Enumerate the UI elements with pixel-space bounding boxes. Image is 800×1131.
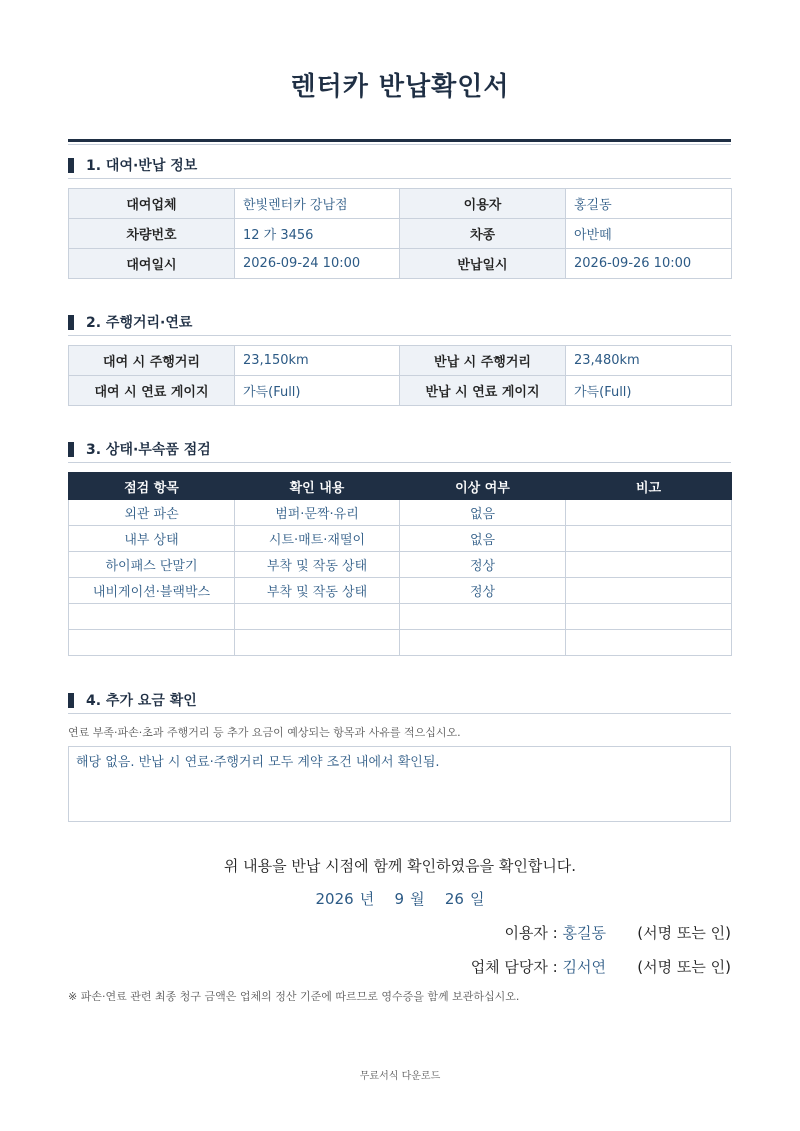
table-row [69,249,732,279]
table-cell [566,630,732,656]
table-cell [235,630,400,656]
signature-suffix: (서명 또는 인) [637,958,731,976]
table-cell [566,500,732,526]
column-header: 비고 [566,473,732,500]
instruction-text: 연료 부족·파손·초과 주행거리 등 추가 요금이 예상되는 항목과 사유를 적으십시오. [68,726,461,739]
section-title: 1. 대여·반납 정보 [86,158,198,174]
footnote: ※ 파손·연료 관련 최종 청구 금액은 업체의 정산 기준에 따르므로 영수증을 함께 보관하십시오. [68,990,520,1003]
date-month-unit: 월 [410,890,425,908]
value-cell: 가득(Full) [235,376,400,406]
label-cell: 대여일시 [69,249,235,279]
table-cell [566,526,732,552]
label-cell: 대여 시 연료 게이지 [69,376,235,406]
signature-suffix: (서명 또는 인) [637,924,731,942]
value-cell: 가득(Full) [566,376,732,406]
table-cell [400,604,566,630]
value-cell: 12 가 3456 [235,219,400,249]
table-cell: 정상 [400,578,566,604]
date-day: 26 [444,890,464,908]
table-header-row [69,473,732,500]
signature-name[interactable]: 김서연 [562,958,606,976]
value-cell: 23,480km [566,346,732,376]
signature-label: 업체 담당자 : [470,958,558,976]
section-extra-charges [68,689,731,822]
label-cell: 차량번호 [69,219,235,249]
section-title: 3. 상태·부속품 점검 [86,442,211,458]
signature-label: 이용자 : [504,924,558,942]
column-header: 이상 여부 [400,473,566,500]
label-cell: 반납 시 연료 게이지 [400,376,566,406]
table-row [69,189,732,219]
table-row [69,526,732,552]
label-cell: 대여 시 주행거리 [69,346,235,376]
table-cell: 부착 및 작동 상태 [235,552,400,578]
date-year-unit: 년 [359,890,375,908]
table-cell [69,630,235,656]
section-title: 4. 추가 요금 확인 [86,693,197,709]
label-cell: 반납 시 주행거리 [400,346,566,376]
section-marker [68,158,74,173]
value-cell: 한빛렌터카 강남점 [235,189,400,219]
section-rental-return-info [68,154,731,279]
signature-renter [504,922,731,943]
table-cell [566,578,732,604]
document-title: 렌터카 반납확인서 [290,72,510,102]
footer-link[interactable]: 무료서식 다운로드 [359,1071,441,1082]
table-cell: 하이패스 단말기 [69,552,235,578]
section-marker [68,693,74,708]
table-cell: 정상 [400,552,566,578]
signature-name[interactable]: 홍길동 [562,924,606,942]
label-cell: 이용자 [400,189,566,219]
value-cell: 홍길동 [566,189,732,219]
date-day-unit: 일 [469,890,485,908]
confirmation-statement: 위 내용을 반납 시점에 함께 확인하였음을 확인합니다. [223,857,577,875]
section-header [68,689,731,714]
section-title: 2. 주행거리·연료 [86,315,193,331]
table-row [69,376,732,406]
extra-charges-field[interactable]: 해당 없음. 반납 시 연료·주행거리 모두 계약 조건 내에서 확인됨. [68,746,731,822]
table-cell [69,604,235,630]
value-cell: 2026-09-24 10:00 [235,249,400,279]
sign-date [0,888,800,909]
section-marker [68,315,74,330]
label-cell: 대여업체 [69,189,235,219]
table-cell [566,552,732,578]
section-header [68,311,731,336]
label-cell: 반납일시 [400,249,566,279]
table-row [69,578,732,604]
title-rule-thin [68,144,731,145]
table-cell [235,604,400,630]
table-cell: 범퍼·문짝·유리 [235,500,400,526]
value-cell: 23,150km [235,346,400,376]
date-year: 2026 [315,890,354,908]
section-condition-check [68,438,731,656]
table-row [69,219,732,249]
table-row [69,552,732,578]
condition-check-table [68,472,732,656]
value-cell: 2026-09-26 10:00 [566,249,732,279]
value-cell: 아반떼 [566,219,732,249]
column-header: 확인 내용 [235,473,400,500]
section-marker [68,442,74,457]
rental-info-table [68,188,732,279]
table-cell: 부착 및 작동 상태 [235,578,400,604]
table-cell [400,630,566,656]
table-cell: 없음 [400,526,566,552]
table-cell: 시트·매트·재떨이 [235,526,400,552]
title-rule [68,139,731,142]
label-cell: 차종 [400,219,566,249]
column-header: 점검 항목 [69,473,235,500]
mileage-fuel-table [68,345,732,406]
table-row [69,604,732,630]
section-header [68,154,731,179]
table-cell: 없음 [400,500,566,526]
date-month: 9 [394,890,405,908]
table-row [69,346,732,376]
signature-staff [471,956,731,977]
table-cell: 외관 파손 [69,500,235,526]
table-cell: 내비게이션·블랙박스 [69,578,235,604]
section-mileage-fuel [68,311,731,406]
table-cell [566,604,732,630]
table-row [69,630,732,656]
section-header [68,438,731,463]
table-row [69,500,732,526]
table-cell: 내부 상태 [69,526,235,552]
